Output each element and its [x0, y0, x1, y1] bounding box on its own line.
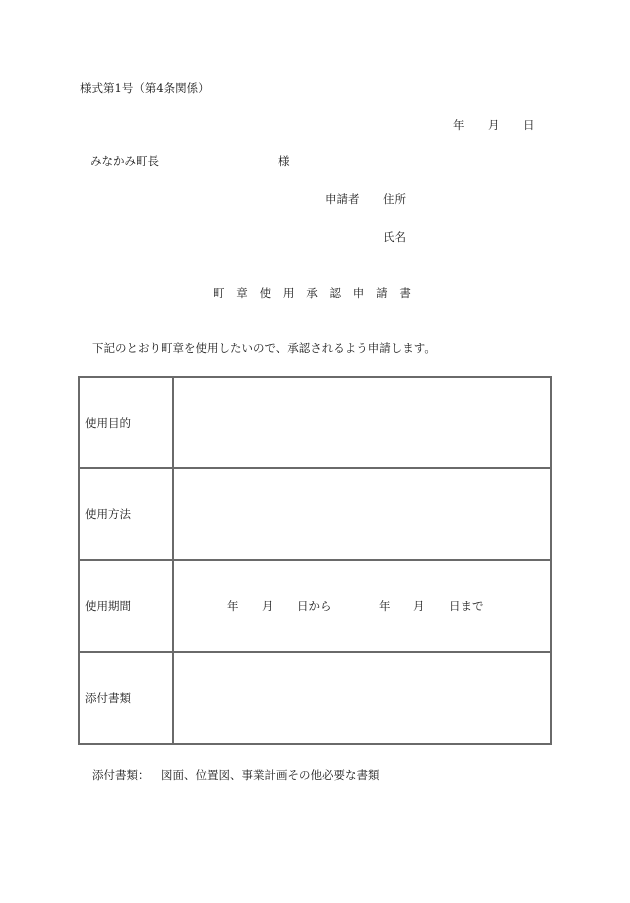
period-to-month: 月 [413, 599, 425, 613]
table-row-attachments [80, 653, 550, 743]
attachments-value-cell [174, 653, 550, 743]
period-from-year: 年 [227, 599, 239, 613]
method-value-cell [174, 469, 550, 559]
addressee-name: みなかみ町長 [90, 154, 159, 168]
applicant-label: 申請者 [325, 192, 360, 206]
period-from-month: 月 [262, 599, 274, 613]
date-day: 日 [523, 118, 535, 132]
applicant-address-label: 住所 [383, 192, 406, 206]
period-to-day: 日まで [449, 599, 484, 613]
period-from-day: 日から [297, 599, 332, 613]
table-row-period [80, 561, 550, 653]
date-year: 年 [453, 118, 465, 132]
form-number: 様式第1号（第4条関係） [80, 81, 210, 95]
period-to-year: 年 [379, 599, 391, 613]
footer-text: 図面、位置図、事業計画その他必要な書類 [161, 768, 380, 782]
document-title: 町章使用承認申請書 [213, 286, 423, 300]
method-label: 使用方法 [80, 469, 174, 559]
addressee-honorific: 様 [278, 154, 290, 168]
purpose-label: 使用目的 [80, 378, 174, 467]
applicant-name-label: 氏名 [383, 230, 406, 244]
period-label: 使用期間 [80, 561, 174, 651]
purpose-value-cell [174, 378, 550, 467]
table-row-method [80, 469, 550, 561]
footer-label: 添付書類： [92, 768, 150, 782]
table-row-purpose [80, 378, 550, 469]
attachments-label: 添付書類 [80, 653, 174, 743]
date-month: 月 [488, 118, 500, 132]
application-statement: 下記のとおり町章を使用したいので、承認されるよう申請します。 [92, 341, 436, 355]
application-table [78, 376, 552, 745]
period-value-cell [174, 561, 550, 651]
